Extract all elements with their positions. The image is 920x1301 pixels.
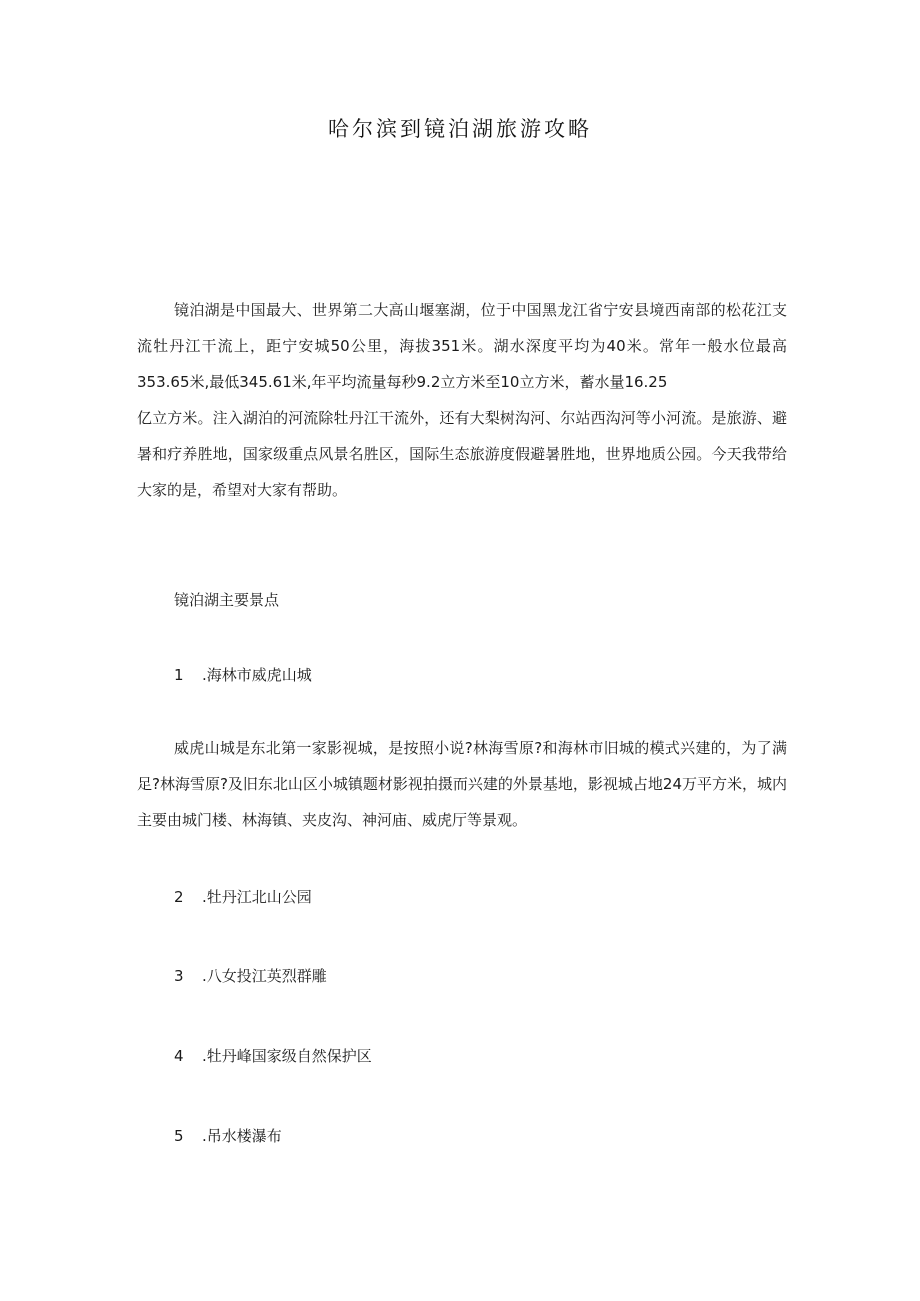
intro-paragraph xyxy=(137,292,787,508)
intro-text-part2: 亿立方米。注入湖泊的河流除牡丹江干流外，还有大梨树沟河、尔站西沟河等小河流。是旅游、避暑和疗养胜地，国家级重点风景名胜区，国际生态旅游度假避暑胜地，世界地质公园。今天我带给大家的是，希望对大家有帮助。 xyxy=(137,409,787,499)
document-title: 哈尔滨到镜泊湖旅游攻略 xyxy=(328,117,592,141)
list-item-number: 2 xyxy=(174,888,184,906)
item1-description xyxy=(137,730,787,838)
list-item-number: 5 xyxy=(174,1127,184,1145)
list-item xyxy=(174,1038,372,1074)
list-item-label: .牡丹峰国家级自然保护区 xyxy=(202,1047,372,1065)
list-item xyxy=(174,1118,282,1154)
list-item xyxy=(174,879,312,915)
list-item-number: 4 xyxy=(174,1047,184,1065)
list-item-label: .吊水楼瀑布 xyxy=(202,1127,282,1145)
list-item-number: 3 xyxy=(174,967,184,985)
list-item-number: 1 xyxy=(174,666,184,684)
intro-text-part1: 镜泊湖是中国最大、世界第二大高山堰塞湖，位于中国黑龙江省宁安县境西南部的松花江支流牡丹江干流上，距宁安城50公里，海拔351米。湖水深度平均为40米。常年一般水位最高353.65米,最低345.61米,年平均流量每秒9.2立方米至10立方米，蓄水量16.25 xyxy=(137,301,787,391)
list-item-label: .八女投江英烈群雕 xyxy=(202,967,327,985)
item1-description-text: 威虎山城是东北第一家影视城，是按照小说?林海雪原?和海林市旧城的模式兴建的，为了满足?林海雪原?及旧东北山区小城镇题材影视拍摄而兴建的外景基地，影视城占地24万平方米，城内主要由城门楼、林海镇、夹皮沟、神河庙、威虎厅等景观。 xyxy=(137,739,788,829)
section-heading: 镜泊湖主要景点 xyxy=(174,591,280,609)
list-item xyxy=(174,958,327,994)
list-item-label: .牡丹江北山公园 xyxy=(202,888,312,906)
list-item xyxy=(174,657,312,693)
list-item-label: .海林市威虎山城 xyxy=(202,666,312,684)
